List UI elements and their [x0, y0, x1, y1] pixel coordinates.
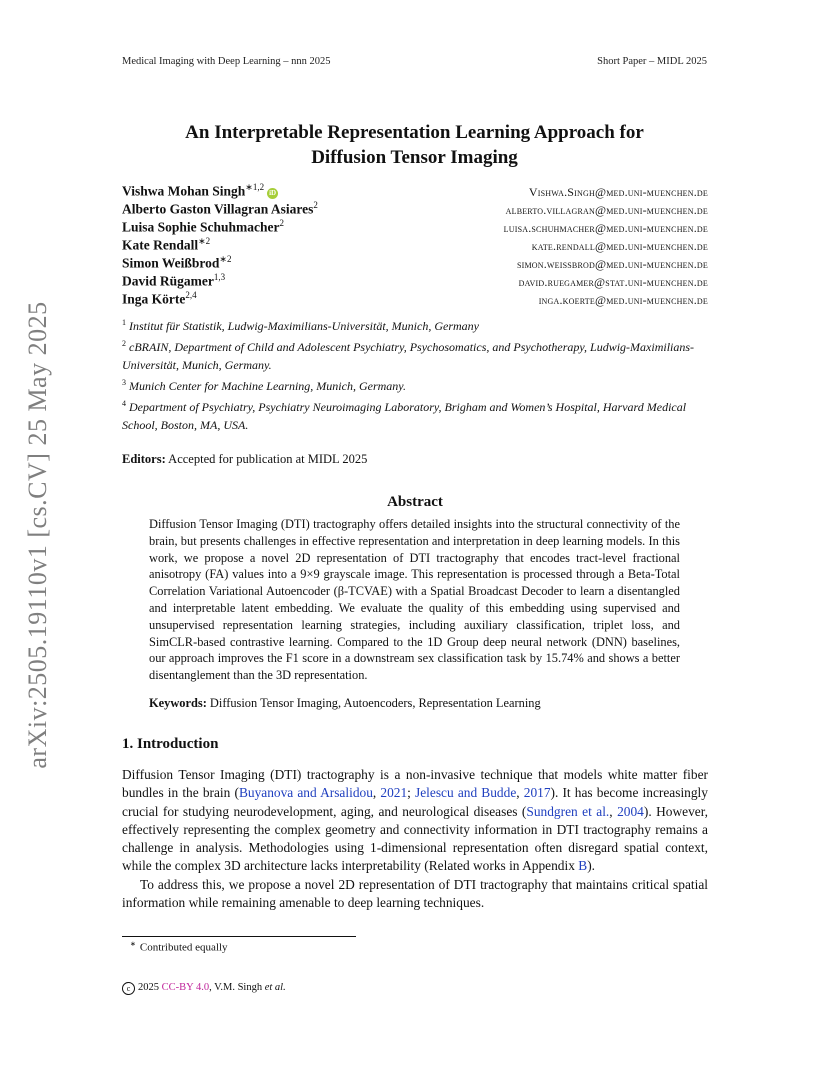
author-row [122, 200, 708, 218]
paper-title [122, 120, 707, 170]
citation-link[interactable]: Buyanova and Arsalidou [238, 785, 373, 801]
license-link[interactable]: CC-BY 4.0 [161, 982, 210, 993]
citation-link[interactable]: Jelescu and Budde [415, 785, 517, 801]
author-sup: 2 [279, 218, 285, 228]
license-line: c 2025 CC-BY 4.0, V.M. Singh et al. [122, 982, 286, 995]
citation-year-link[interactable]: 2021 [380, 785, 408, 801]
citation-year-link[interactable]: 2004 [617, 803, 644, 819]
author-sup: ∗1,2 [245, 182, 265, 192]
author-email[interactable]: david.ruegamer@stat.uni-muenchen.de [518, 274, 708, 289]
affiliation-list [122, 314, 708, 434]
author-name: Kate Rendall$^{∗2}$ [122, 236, 211, 253]
author-email[interactable]: simon.weissbrod@med.uni-muenchen.de [516, 256, 708, 271]
abstract-heading: Abstract [387, 494, 443, 510]
author-name: David Rügamer$^{1,3}$ [122, 272, 226, 289]
affiliation: $^3$ Munich Center for Machine Learning, Munich, Germany. [122, 378, 406, 393]
title-line-2: Diffusion Tensor Imaging [311, 147, 518, 168]
author-sup: 2,4 [185, 290, 197, 300]
arxiv-stamp-text: arXiv:2505.19110v1 [cs.CV] 25 May 2025 [23, 301, 52, 769]
author-email[interactable]: alberto.villagran@med.uni-muenchen.de [505, 202, 708, 217]
author-sup: ∗2 [219, 254, 232, 264]
editors-note: Editors: Accepted for publication at MIDL 2025 [122, 452, 368, 466]
section-heading-introduction: 1. Introduction [122, 736, 219, 752]
copyright-icon: c [122, 982, 135, 995]
intro-paragraph: To address this, we propose a novel 2D representation of DTI tractography that maintains critical spatial information while remaining amenable to deep learning techniques. [122, 876, 708, 911]
affiliation: $^4$ Department of Psychiatry, Psychiatry Neuroimaging Laboratory, Brigham and Women’s Hospital, Harvard Medical School, Boston, MA, USA. [122, 399, 687, 432]
author-name: Vishwa Mohan Singh$^{∗1,2}$iD [122, 182, 277, 199]
author-name: Simon Weißbrod$^{∗2}$ [122, 254, 232, 271]
citation-link[interactable]: Sundgren et al. [526, 803, 610, 819]
appendix-link[interactable]: B [578, 858, 588, 874]
citation-year-link[interactable]: 2017 [523, 785, 551, 801]
footnote: ∗ Contributed equally [130, 940, 228, 954]
author-email[interactable]: kate.rendall@med.uni-muenchen.de [531, 238, 708, 253]
orcid-icon[interactable]: iD [269, 188, 277, 197]
intro-paragraph: Diffusion Tensor Imaging (DTI) tractography is a non-invasive technique that models white matter fiber bundles in the brain (Buyanova and Arsalidou, 2021; Jelescu and Budde, 2017). It has become increasingly crucial for studying neurodevelopment, aging, and neurological diseases (Sundgren et al., 2004). However, effectively representing the complex geometry and connectivity information in DTI tractography remains a challenge in analysis. Methodologies using 1-dimensional representation often disregard spatial context, while the complex 3D architecture lacks interpretability (Related works in Appendix B). [122, 767, 708, 874]
affiliation: $^1$ Institut für Statistik, Ludwig-Maximilians-Universität, Munich, Germany [122, 318, 479, 333]
author-sup: 2 [313, 200, 318, 210]
author-email[interactable]: inga.koerte@med.uni-muenchen.de [538, 292, 708, 307]
author-sup: ∗2 [198, 236, 211, 246]
author-name: Alberto Gaston Villagran Asiares$^2$ [122, 200, 318, 217]
author-row [122, 290, 708, 308]
keywords: Keywords: Diffusion Tensor Imaging, Autoencoders, Representation Learning [149, 696, 541, 710]
running-header-right: Short Paper – MIDL 2025 [597, 56, 707, 67]
abstract-text: Diffusion Tensor Imaging (DTI) tractography offers detailed insights into the structural connectivity of the brain, but presents challenges in effective representation and interpretation in deep learning models. In this work, we propose a novel 2D representation of DTI tractography that encodes tract-level fractional anisotropy (FA) values into a 9×9 grayscale image. This representation is processed through a Beta-Total Correlation Variational Autoencoder (β-TCVAE) with a Spatial Broadcast Decoder to learn a disentangled and interpretable latent embedding. We evaluate the quality of this embedding using supervised and unsupervised representation learning strategies, including auxiliary classification, triplet loss, and SimCLR-based contrastive learning. Compared to the 1D Group deep neural network (DNN) baselines, our approach improves the F1 score in a downstream sex classification task by 15.74% and shows a better disentanglement than the 3D representation. [149, 517, 680, 683]
author-row [122, 182, 708, 200]
author-email[interactable]: Vishwa.Singh@med.uni-muenchen.de [528, 184, 708, 199]
running-header-left: Medical Imaging with Deep Learning – nnn 2025 [122, 56, 331, 67]
author-sup: 1,3 [213, 272, 226, 282]
author-row [122, 236, 708, 254]
footnote-divider [122, 936, 356, 937]
title-line-1: An Interpretable Representation Learning Approach for [185, 122, 644, 143]
author-row [122, 272, 708, 290]
author-name: Luisa Sophie Schuhmacher$^2$ [122, 218, 285, 235]
author-list [122, 182, 708, 308]
author-name: Inga Körte$^{2,4}$ [122, 290, 197, 307]
author-email[interactable]: luisa.schuhmacher@med.uni-muenchen.de [503, 220, 708, 235]
author-row [122, 218, 708, 236]
introduction-body [122, 766, 708, 912]
affiliation: $^2$ cBRAIN, Department of Child and Adolescent Psychiatry, Psychosomatics, and Psychotherapy, Ludwig-Maximilians-Universität, Munich, Germany. [122, 339, 695, 372]
author-row [122, 254, 708, 272]
